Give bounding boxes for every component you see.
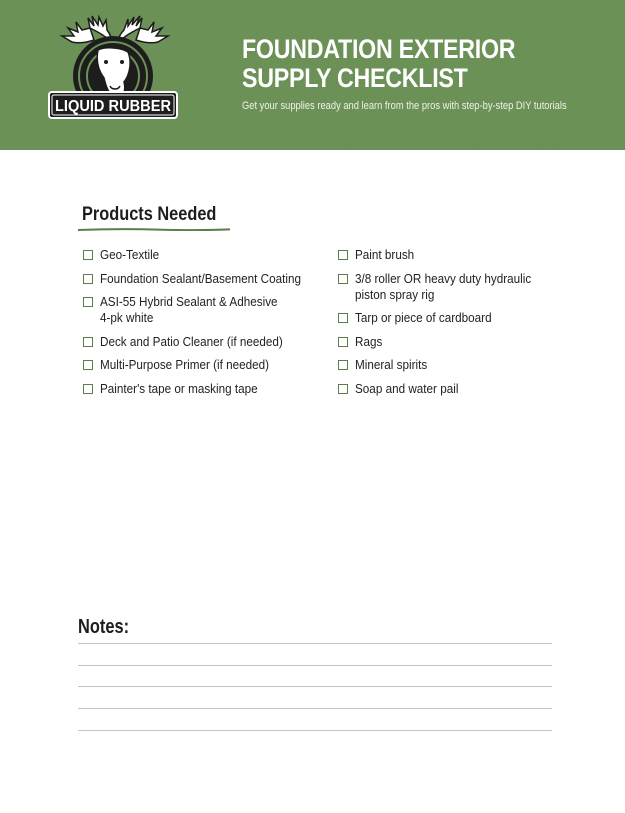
notes-line[interactable] <box>78 665 552 666</box>
checkbox[interactable] <box>338 274 348 284</box>
checkbox[interactable] <box>83 337 93 347</box>
checklist-item[interactable]: 3/8 roller OR heavy duty hydraulic piston spray rig <box>337 271 577 311</box>
checkbox[interactable] <box>338 360 348 370</box>
checkbox[interactable] <box>83 297 93 307</box>
products-list-left <box>82 247 322 404</box>
checkbox[interactable] <box>338 384 348 394</box>
products-list-right <box>337 247 577 404</box>
checklist-item[interactable]: Tarp or piece of cardboard <box>337 310 577 334</box>
checklist-item[interactable]: Soap and water pail <box>337 381 577 405</box>
notes-line[interactable] <box>78 730 552 731</box>
notes-line[interactable] <box>78 708 552 709</box>
liquid-rubber-logo <box>46 14 180 122</box>
notes-line[interactable] <box>78 686 552 687</box>
checklist-item[interactable]: Multi-Purpose Primer (if needed) <box>82 357 322 381</box>
page-title <box>242 35 560 93</box>
checklist-item[interactable]: Rags <box>337 334 577 358</box>
checklist-item[interactable]: ASI-55 Hybrid Sealant & Adhesive 4-pk white <box>82 294 322 334</box>
notes-line[interactable] <box>78 643 552 644</box>
torn-paper-edge <box>0 136 625 156</box>
checklist-item[interactable]: Paint brush <box>337 247 577 271</box>
logo-text: LIQUID RUBBER <box>55 98 172 115</box>
checkbox[interactable] <box>83 360 93 370</box>
products-heading: Products Needed <box>82 204 217 225</box>
checkbox[interactable] <box>338 313 348 323</box>
title-line-1: FOUNDATION EXTERIOR <box>242 34 516 64</box>
checklist-item[interactable]: Geo-Textile <box>82 247 322 271</box>
checkbox[interactable] <box>338 337 348 347</box>
header-banner <box>0 0 625 150</box>
checkbox[interactable] <box>83 250 93 260</box>
checkbox[interactable] <box>338 250 348 260</box>
checklist-item[interactable]: Deck and Patio Cleaner (if needed) <box>82 334 322 358</box>
checkbox[interactable] <box>83 384 93 394</box>
checklist-item[interactable]: Painter's tape or masking tape <box>82 381 322 405</box>
heading-underline <box>78 228 230 231</box>
page-subtitle: Get your supplies ready and learn from the pros with step-by-step DIY tutorials <box>242 100 567 112</box>
checkbox[interactable] <box>83 274 93 284</box>
checklist-item[interactable]: Foundation Sealant/Basement Coating <box>82 271 322 295</box>
notes-heading: Notes: <box>78 616 130 638</box>
title-line-2: SUPPLY CHECKLIST <box>242 63 468 93</box>
checklist-item[interactable]: Mineral spirits <box>337 357 577 381</box>
